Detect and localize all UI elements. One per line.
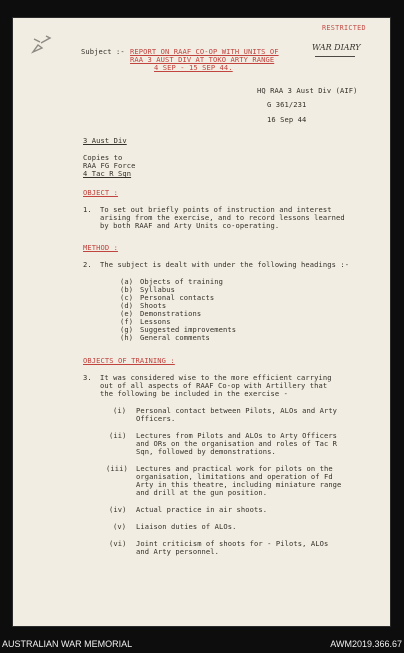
- heading-text-g: Suggested improvements: [140, 325, 237, 334]
- handwritten-war-diary-note: WAR DIARY: [312, 43, 361, 52]
- heading-text-h: General comments: [140, 333, 210, 342]
- heading-key-e: (e): [120, 309, 134, 318]
- heading-text-e: Demonstrations: [140, 309, 202, 318]
- item-vi-line-1: Joint criticism of shoots for - Pilots, ALOs: [136, 539, 329, 548]
- item-iii-line-3: Arty in this theatre, including miniature range: [136, 480, 342, 489]
- restricted-stamp: RESTRICTED: [322, 24, 366, 32]
- heading-key-c: (c): [120, 293, 134, 302]
- item-iii-line-2: organisation, limitations and operation of Fd: [136, 472, 333, 481]
- subject-line-1: REPORT ON RAAF CO-OP WITH UNITS OF: [130, 47, 279, 56]
- heading-key-d: (d): [120, 301, 134, 310]
- heading-text-b: Syllabus: [140, 285, 175, 294]
- item-i-key: (i): [113, 406, 127, 415]
- distribution-line-1: RAA FG Force: [83, 161, 136, 170]
- para-3-number: 3.: [83, 373, 92, 382]
- item-vi-line-2: and Arty personnel.: [136, 547, 220, 556]
- para-3-line-1: It was considered wise to the more efficient carrying: [100, 373, 332, 382]
- item-i-line-2: Officers.: [136, 414, 176, 423]
- item-ii-line-2: and ORs on the organisation and roles of Tac R: [136, 439, 338, 448]
- heading-text-f: Lessons: [140, 317, 171, 326]
- para-1-line-1: To set out briefly points of instruction and interest: [100, 205, 332, 214]
- item-v-key: (v): [113, 522, 127, 531]
- heading-key-b: (b): [120, 285, 134, 294]
- punch-holes-icon: [30, 30, 60, 60]
- item-iii-key: (iii): [106, 464, 128, 473]
- para-3-line-3: the following be included in the exercise -: [100, 389, 288, 398]
- heading-text-c: Personal contacts: [140, 293, 215, 302]
- heading-text-a: Objects of training: [140, 277, 224, 286]
- header-unit: HQ RAA 3 Aust Div (AIF): [257, 86, 358, 95]
- handwritten-underline: [315, 56, 355, 57]
- item-ii-key: (ii): [109, 431, 127, 440]
- heading-text-d: Shoots: [140, 301, 167, 310]
- heading-key-g: (g): [120, 325, 134, 334]
- item-ii-line-3: Sqn, followed by demonstrations.: [136, 447, 276, 456]
- item-iv-key: (iv): [109, 505, 127, 514]
- header-date: 16 Sep 44: [267, 115, 307, 124]
- para-2-number: 2.: [83, 260, 92, 269]
- subject-line-2: RAA 3 AUST DIV AT TOKO ARTY RANGE: [130, 55, 275, 64]
- item-v-line-1: Liaison duties of ALOs.: [136, 522, 237, 531]
- item-iii-line-4: and drill at the gun position.: [136, 488, 268, 497]
- method-heading: METHOD :: [83, 243, 118, 252]
- item-ii-line-1: Lectures from Pilots and ALOs to Arty Officers: [136, 431, 338, 440]
- footer-accession-number: AWM2019.366.67: [330, 639, 402, 649]
- footer-institution: AUSTRALIAN WAR MEMORIAL: [2, 639, 133, 649]
- objects-of-training-heading: OBJECTS OF TRAINING :: [83, 356, 175, 365]
- object-heading: OBJECT :: [83, 188, 118, 197]
- item-iii-line-1: Lectures and practical work for pilots on the: [136, 464, 333, 473]
- para-1-number: 1.: [83, 205, 92, 214]
- distribution-line-2: 4 Tac R Sqn: [83, 169, 132, 178]
- subject-line-3: 4 SEP - 15 SEP 44.: [154, 63, 233, 72]
- distribution-primary: 3 Aust Div: [83, 136, 127, 145]
- para-1-line-2: arising from the exercise, and to record lessons learned: [100, 213, 345, 222]
- para-2-text: The subject is dealt with under the following headings :-: [100, 260, 350, 269]
- distribution-copies-to: Copies to: [83, 153, 123, 162]
- header-reference: G 361/231: [267, 100, 307, 109]
- para-3-line-2: out of all aspects of RAAF Co-op with Artillery that: [100, 381, 328, 390]
- item-i-line-1: Personal contact between Pilots, ALOs and Arty: [136, 406, 338, 415]
- heading-key-f: (f): [120, 317, 134, 326]
- item-iv-line-1: Actual practice in air shoots.: [136, 505, 268, 514]
- item-vi-key: (vi): [109, 539, 127, 548]
- heading-key-a: (a): [120, 277, 134, 286]
- subject-label: Subject :-: [81, 47, 125, 56]
- para-1-line-3: by both RAAF and Arty Units co-operating.: [100, 221, 280, 230]
- heading-key-h: (h): [120, 333, 134, 342]
- document-page: [13, 18, 390, 626]
